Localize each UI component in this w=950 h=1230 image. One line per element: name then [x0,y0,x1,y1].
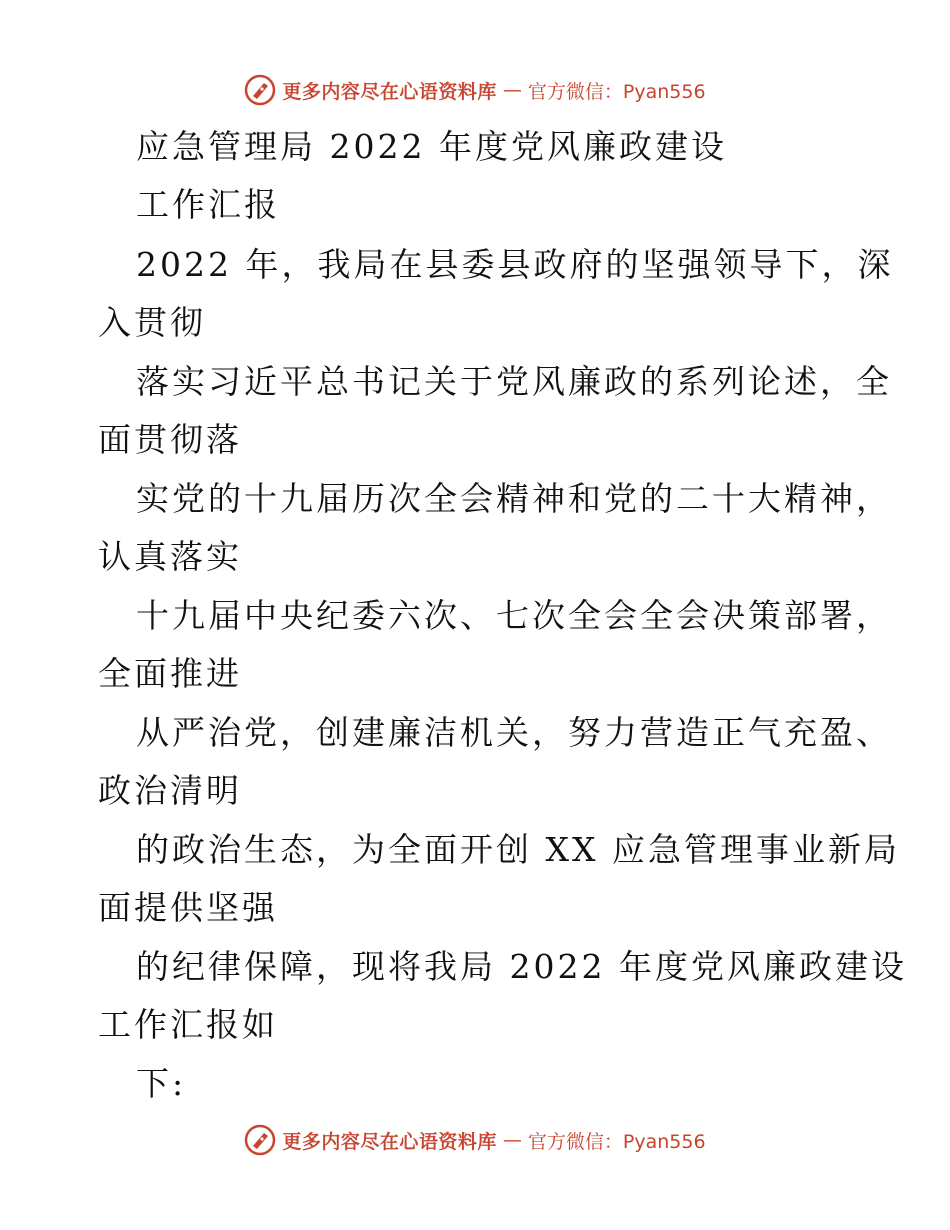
watermark-separator: — [502,79,522,101]
paragraph-line: 入贯彻 [98,303,206,342]
watermark-separator: — [502,1129,522,1151]
paragraph-line: 从严治党，创建廉洁机关，努力营造正气充盈、 [136,713,892,752]
watermark-text: 更多内容尽在心语资料库 [282,80,497,103]
pen-nib-logo-icon [244,74,276,106]
document-title-line-1: 应急管理局 2022 年度党风廉政建设 [136,127,727,166]
watermark-wechat: 官方微信：Pyan556 [527,1130,706,1153]
paragraph-line: 认真落实 [98,537,242,576]
paragraph-line: 落实习近平总书记关于党风廉政的系列论述，全 [136,362,892,401]
paragraph-line: 工作汇报如 [98,1005,278,1044]
document-title-line-2: 工作汇报 [136,185,280,224]
paragraph-line: 的政治生态，为全面开创 XX 应急管理事业新局 [136,830,900,869]
paragraph-line: 政治清明 [98,771,242,810]
watermark-text: 更多内容尽在心语资料库 [282,1130,497,1153]
paragraph-line: 2022 年，我局在县委县政府的坚强领导下，深 [136,245,894,284]
watermark-wechat: 官方微信：Pyan556 [527,80,706,103]
paragraph-line: 全面推进 [98,654,242,693]
paragraph-line: 十九届中央纪委六次、七次全会全会决策部署， [136,596,892,635]
paragraph-line: 面提供坚强 [98,888,278,927]
header-watermark [0,70,950,110]
paragraph-line: 实党的十九届历次全会精神和党的二十大精神， [136,479,892,518]
paragraph-line: 面贯彻落 [98,420,242,459]
paragraph-line: 的纪律保障，现将我局 2022 年度党风廉政建设 [136,947,907,986]
pen-nib-logo-icon [244,1124,276,1156]
footer-watermark [0,1120,950,1160]
paragraph-line: 下: [136,1064,187,1103]
